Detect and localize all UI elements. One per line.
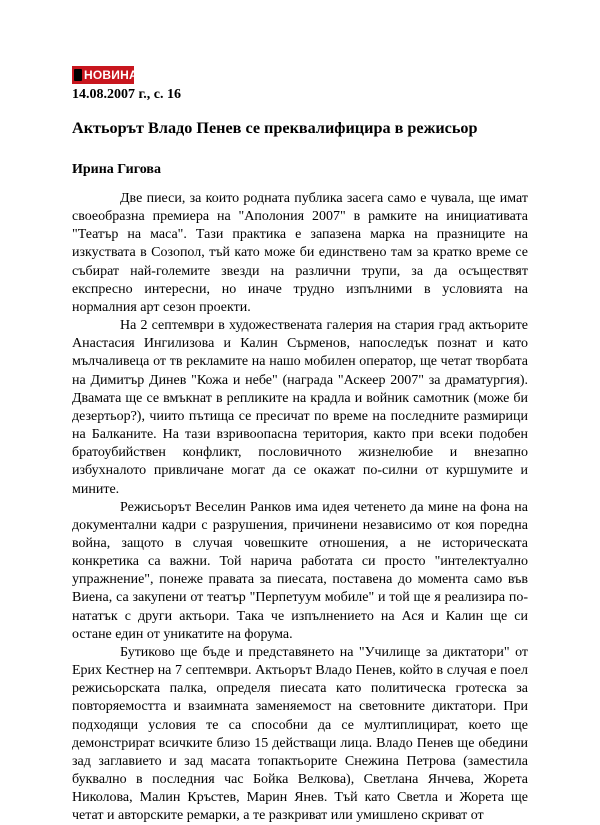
newspaper-logo bbox=[72, 66, 147, 84]
dateline: 14.08.2007 г., с. 16 bbox=[72, 87, 181, 102]
article-author: Ирина Гигова bbox=[72, 162, 161, 177]
article-paragraph: На 2 септември в художествената галерия на стария град актьорите Анастасия Ингилизова и Калин Сърменов, напоследък познат и като мълчаливеца от тв рекламите на нашо мобилен оператор, ще четат творбата на Димитър Динев "Кожа и небе" (награда "Аскеер 2007" за драматургия). Двамата ще се вмъкнат в репликите на крадла и войник самотник (може би дезертьор?), чиито пътища се пресичат по време на последните размирици на Балканите. На тази взривоопасна територия, както при всеки подобен братоубийствен конфликт, пословичното жизнелюбие и внезапно избухналото привличане могат да се окажат по-силни от куршумите и мините. bbox=[72, 318, 528, 497]
article-headline: Актьорът Владо Пенев се преквалифицира в режисьор bbox=[72, 119, 478, 137]
article-paragraph: Бутиково ще бъде и представянето на "Училище за диктатори" от Ерих Кестнер на 7 септември. Актьорът Владо Пенев, който в случая е поел режисьорската палка, определя пиесата като политическа гротеска за повторяемостта и взаимната заменяемост на световните диктатори. При подходящи условия те са способни да се мултиплицират, което ще демонстрират всичките близо 15 действащи лица. Владо Пенев ще обедини зад заглавието и зад масата топактьорите Снежина Петрова (заместила буквално в последния час Бойка Велкова), Светлана Янчева, Жорета Николова, Малин Кръстев, Марин Янев. Тъй като Светла и Жорета ще четат и авторските ремарки, а те разкриват или умишлено скриват от bbox=[72, 644, 528, 824]
article-body bbox=[72, 190, 528, 825]
logo-text: НОВИНАР bbox=[84, 68, 147, 82]
article-paragraph: Режисьорът Веселин Ранков има идея четенето да мине на фона на документални кадри с разрушения, причинени независимо от коя поредна война, защото в случая човешките отношения, а не историческата конкретика са важни. Той нарича работата си просто "интелектуално упражнение", понеже правата за пиесата, поставена до момента само във Виена, са закупени от театър "Перпетуум мобиле" и той ще я реализира по-нататък с други актьори. Така че изпълнението на Ася и Калин ще си остане един от уникатите на форума. bbox=[72, 499, 528, 642]
article-paragraph: Две пиеси, за които родната публика засега само е чувала, ще имат своеобразна премиера на "Аполония 2007" в рамките на инициативата "Театър на маса". Тази практика е запазена марка на празниците на изкуствата в Созопол, тъй като може би единствено там за кратко време се събират най-големите звезди на различни трупи, за да осъществят експресно интересни, но иначе трудно изпълними в условията на нормалния арт сезон проекти. bbox=[72, 191, 528, 315]
logo-mark-icon bbox=[74, 69, 82, 81]
